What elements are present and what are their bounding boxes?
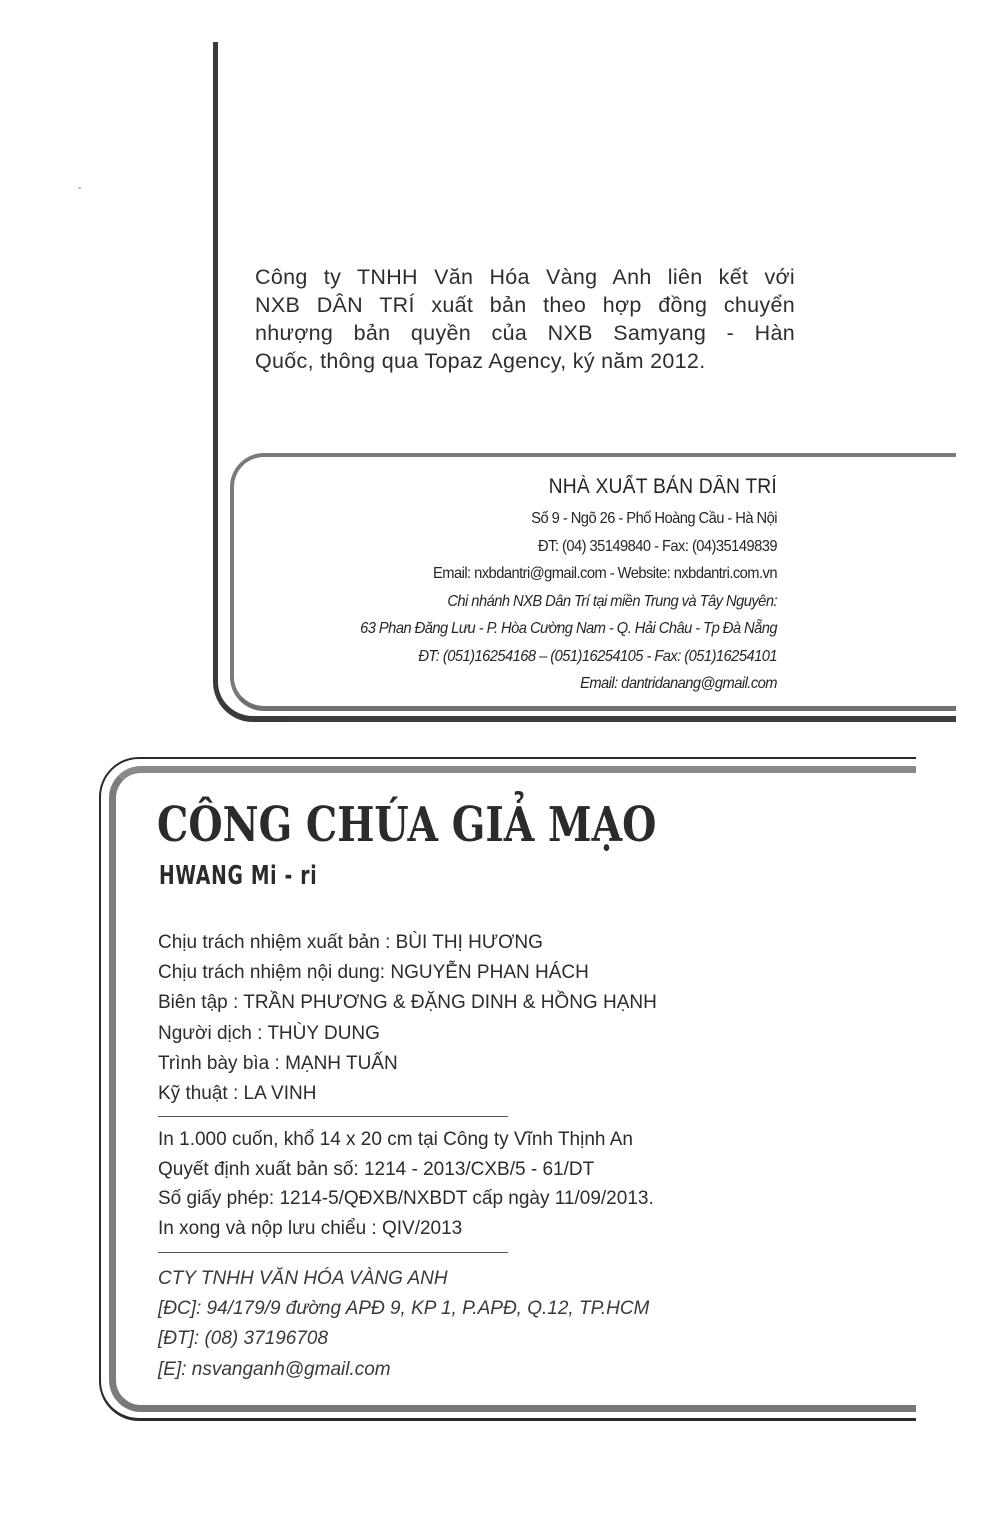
rights-line: Quốc, thông qua Topaz Agency, ký năm 2012. [255,349,706,373]
branch-email: Email: dantridanang@gmail.com [580,675,777,692]
left-vertical-rule [213,42,218,642]
publisher-address: Số 9 - Ngõ 26 - Phố Hoàng Cầu - Hà Nội [531,510,777,527]
printing-info [158,1125,654,1243]
company-email: [E]: nsvanganh@gmail.com [158,1358,391,1380]
company-address: [ĐC]: 94/179/9 đường APĐ 9, KP 1, P.APĐ, Q.12, TP.HCM [158,1298,650,1320]
credit-line: Biên tập : TRẦN PHƯƠNG & ĐẶNG DINH & HỒNG HẠNH [158,992,657,1014]
frame-mask [956,440,1000,730]
publisher-frame-outer-bottom-rule [290,716,956,722]
rights-line: nhượng bản quyền của NXB Samyang - Hàn [255,321,795,345]
rights-line: Công ty TNHH Văn Hóa Vàng Anh liên kết với [255,265,795,289]
rights-notice [255,263,795,375]
credit-line: Chịu trách nhiệm nội dung: NGUYỄN PHAN HÁCH [158,962,589,984]
divider [158,1252,508,1253]
branch-phone-fax: ĐT: (051)16254168 – (051)16254105 - Fax: (051)16254101 [418,647,777,665]
publisher-name: NHÀ XUẤT BẢN DÂN TRÍ [548,475,777,498]
branch-address: 63 Phan Đăng Lưu - P. Hòa Cường Nam - Q. Hải Châu - Tp Đà Nẵng [360,620,777,637]
book-author: HWANG Mi - ri [159,861,318,891]
book-title: CÔNG CHÚA GIẢ MẠO [157,797,657,853]
publisher-phone-fax: ĐT: (04) 35149840 - Fax: (04)35149839 [538,537,777,555]
credits-list [158,928,657,1109]
print-speck [78,187,81,189]
rights-line: NXB DÂN TRÍ xuất bản theo hợp đồng chuyển [255,293,795,317]
company-info [158,1264,649,1385]
credit-line: Kỹ thuật : LA VINH [158,1083,317,1105]
printing-line: In xong và nộp lưu chiểu : QIV/2013 [158,1217,463,1239]
publisher-email-website: Email: nxbdantri@gmail.com - Website: nxbdantri.com.vn [432,565,777,582]
branch-title: Chi nhánh NXB Dân Trí tại miền Trung và Tây Nguyên: [447,592,777,610]
printing-line: Số giấy phép: 1214-5/QĐXB/NXBDT cấp ngày 11/09/2013. [158,1188,654,1210]
credit-line: Trình bày bìa : MẠNH TUẤN [158,1052,398,1074]
publisher-block [240,472,777,698]
credit-line: Người dịch : THÙY DUNG [158,1022,380,1044]
company-phone: [ĐT]: (08) 37196708 [158,1328,329,1350]
printing-line: Quyết định xuất bản số: 1214 - 2013/CXB/5 - 61/DT [158,1158,595,1180]
divider [158,1116,508,1117]
credit-line: Chịu trách nhiệm xuất bản : BÙI THỊ HƯƠNG [158,932,543,953]
printing-line: In 1.000 cuốn, khổ 14 x 20 cm tại Công ty Vĩnh Thịnh An [158,1129,633,1150]
company-name: CTY TNHH VĂN HÓA VÀNG ANH [158,1268,448,1289]
